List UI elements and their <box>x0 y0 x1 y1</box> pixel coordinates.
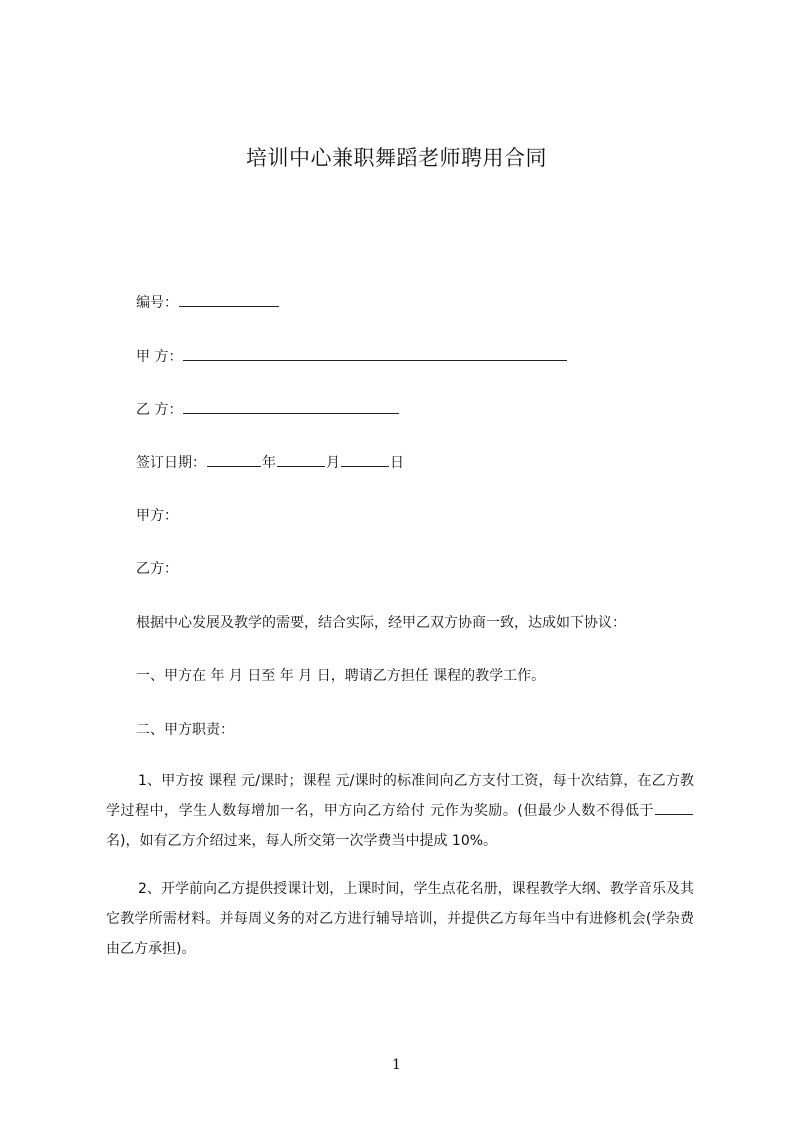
min-students-blank[interactable] <box>655 800 693 815</box>
page-number: 1 <box>392 1057 401 1073</box>
party-a-line <box>136 346 568 367</box>
party-a-blank[interactable] <box>183 346 567 361</box>
date-year-label: 年 <box>262 455 276 471</box>
number-blank[interactable] <box>179 292 279 307</box>
date-month-label: 月 <box>326 455 340 471</box>
clause-1: 一、甲方在 年 月 日至 年 月 日，聘请乙方担任 课程的教学工作。 <box>136 668 546 684</box>
date-year-blank[interactable] <box>207 452 261 467</box>
party-b-sign-label: 乙方： <box>136 561 178 577</box>
clause-2-item-1 <box>106 766 694 856</box>
number-label: 编号： <box>136 295 178 311</box>
party-b-label: 乙 方： <box>136 402 183 418</box>
date-label: 签订日期： <box>136 455 206 471</box>
date-month-blank[interactable] <box>277 452 325 467</box>
contract-title: 培训中心兼职舞蹈老师聘用合同 <box>246 146 547 170</box>
intro-paragraph: 根据中心发展及教学的需要，结合实际，经甲乙双方协商一致，达成如下协议： <box>136 615 626 631</box>
party-a-sign-label: 甲方： <box>136 508 178 524</box>
party-a-sign-line <box>136 506 178 526</box>
party-b-blank[interactable] <box>183 399 399 414</box>
party-a-label: 甲 方： <box>136 349 183 365</box>
party-b-sign-line <box>136 559 178 579</box>
clause-2-heading: 二、甲方职责： <box>136 722 234 738</box>
party-b-line <box>136 399 400 420</box>
date-day-label: 日 <box>390 455 404 471</box>
date-day-blank[interactable] <box>341 452 389 467</box>
number-line <box>136 292 280 313</box>
item-2-text: 2、开学前向乙方提供授课计划，上课时间，学生点花名册，课程教学大纲、教学音乐及其它教学所需材料。并每周义务的对乙方进行辅导培训，并提供乙方每年当中有进修机会(学杂费由乙方承担)。 <box>106 881 694 957</box>
item-1-text-b: 名)，如有乙方介绍过来，每人所交第一次学费当中提成 10%。 <box>106 833 498 849</box>
clause-2-item-2 <box>106 874 694 964</box>
item-1-text-a: 1、甲方按 课程 元/课时；课程 元/课时的标准间向乙方支付工资，每十次结算，在乙方教学过程中，学生人数每增加一名，甲方向乙方给付 元作为奖励。(但最少人数不得低于 <box>106 773 694 819</box>
date-line <box>136 452 404 473</box>
